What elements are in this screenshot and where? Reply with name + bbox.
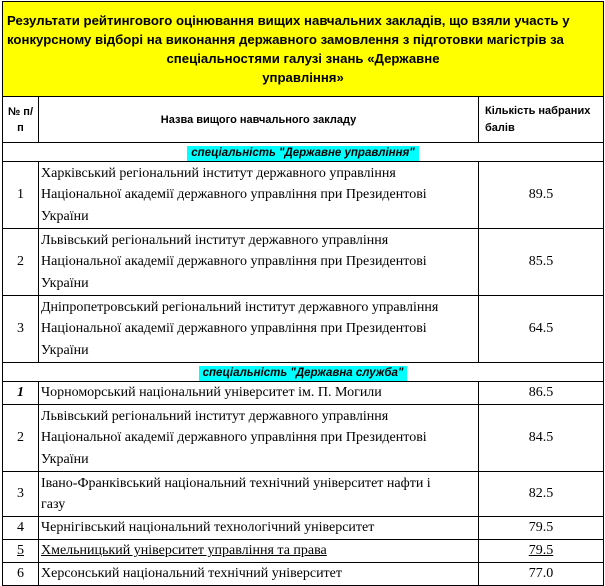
name-line: Івано-Франківський національний технічний університет нафти і	[41, 475, 431, 491]
institution-name	[39, 382, 479, 405]
table-row	[3, 296, 604, 363]
points-value: 79.5	[479, 540, 604, 563]
name-line: України	[41, 208, 89, 224]
name-line: України	[41, 275, 89, 291]
row-number: 2	[3, 229, 39, 296]
title-row	[3, 2, 604, 97]
table-row	[3, 229, 604, 296]
header-name	[39, 97, 479, 143]
title-line-2: конкурсному відборі на виконання державного замовлення з підготовки магістрів за	[7, 32, 564, 47]
name-line: Львівський регіональний інститут державного управління	[41, 408, 389, 424]
row-number: 1	[3, 162, 39, 229]
table-row	[3, 382, 604, 405]
table-row	[3, 517, 604, 540]
row-number: 6	[3, 563, 39, 586]
name-line: Чорноморський національний університет ім. П. Могили	[41, 385, 382, 401]
points-value: 82.5	[479, 472, 604, 517]
title-cell	[3, 2, 604, 97]
name-line: України	[41, 451, 89, 467]
table-row	[3, 472, 604, 517]
points-value: 84.5	[479, 405, 604, 472]
page-title	[7, 11, 599, 87]
row-number: 3	[3, 472, 39, 517]
institution-name	[39, 296, 479, 363]
institution-name	[39, 472, 479, 517]
row-number: 4	[3, 517, 39, 540]
section-cell	[3, 143, 604, 162]
points-value: 89.5	[479, 162, 604, 229]
title-line-3: спеціальностями галузі знань «Державне	[166, 51, 440, 66]
section-label: спеціальність "Державне управління"	[187, 146, 419, 161]
points-value: 64.5	[479, 296, 604, 363]
institution-name	[39, 563, 479, 586]
header-points-line-1: Кількість набраних	[485, 104, 591, 117]
institution-name	[39, 405, 479, 472]
header-points-line-2: балів	[485, 121, 515, 134]
header-points	[479, 97, 604, 143]
section-row-civil-service	[3, 363, 604, 382]
name-line: Національної академії державного управління при Президентові	[41, 430, 427, 446]
institution-name	[39, 540, 479, 563]
header-name-label: Назва вищого навчального закладу	[160, 113, 357, 126]
table-row	[3, 563, 604, 586]
header-number	[3, 97, 39, 143]
name-line: України	[41, 342, 89, 358]
points-value: 77.0	[479, 563, 604, 586]
name-line: Національної академії державного управління при Президентові	[41, 321, 427, 337]
row-number: 3	[3, 296, 39, 363]
title-line-4: управління»	[262, 70, 344, 85]
section-label: спеціальність "Державна служба"	[199, 366, 408, 381]
table-row	[3, 162, 604, 229]
title-line-1: Результати рейтингового оцінювання вищих навчальних закладів, що взяли участь у	[7, 13, 570, 28]
header-number-line-2: п	[17, 121, 24, 134]
table-row	[3, 540, 604, 563]
name-line: Херсонський національний технічний університет	[41, 566, 343, 582]
points-value: 86.5	[479, 382, 604, 405]
institution-name	[39, 162, 479, 229]
institution-name	[39, 517, 479, 540]
name-line: Національної академії державного управління при Президентові	[41, 254, 427, 270]
name-line: Національної академії державного управління при Президентові	[41, 187, 427, 203]
institution-name	[39, 229, 479, 296]
name-line: газу	[41, 497, 66, 512]
rating-table	[2, 1, 604, 586]
row-number: 2	[3, 405, 39, 472]
name-line: Хмельницький університет управління та права	[41, 543, 327, 559]
points-value: 85.5	[479, 229, 604, 296]
section-cell	[3, 363, 604, 382]
table-row	[3, 405, 604, 472]
row-number: 1	[3, 382, 39, 405]
name-line: Чернігівський національний технологічний університет	[41, 520, 375, 536]
section-row-public-administration	[3, 143, 604, 162]
row-number: 5	[3, 540, 39, 563]
name-line: Львівський регіональний інститут державного управління	[41, 232, 389, 248]
name-line: Дніпропетровський регіональний інститут державного управління	[41, 299, 439, 315]
header-number-line-1: № п/	[7, 105, 34, 118]
points-value: 79.5	[479, 517, 604, 540]
name-line: Харківський регіональний інститут державного управління	[41, 165, 396, 181]
header-row	[3, 97, 604, 143]
